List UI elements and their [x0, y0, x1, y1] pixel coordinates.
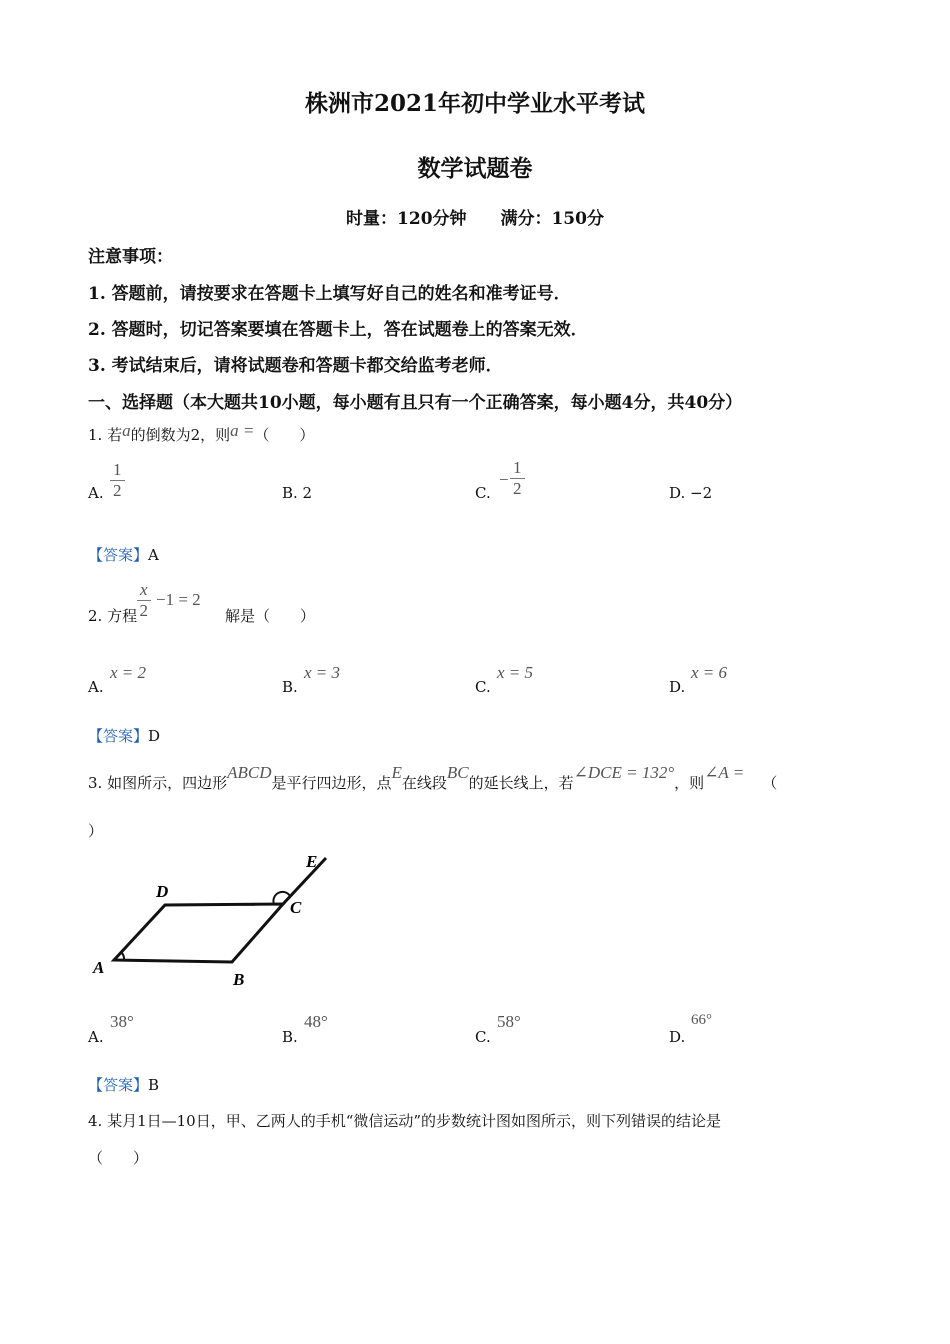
q2-answer: 【答案】D	[88, 727, 161, 745]
question-2-stem-end: 解是（ ）	[225, 607, 316, 625]
q3-option-c: C.	[475, 1028, 491, 1046]
question-4-paren: （ ）	[88, 1149, 149, 1167]
question-3-stem: 3. 如图所示，四边形ABCD是平行四边形，点E在线段BC的延长线上，若∠DCE = 132°，则∠A =（	[88, 763, 778, 792]
exam-meta	[0, 204, 950, 229]
q1-option-c-sign: −	[499, 470, 509, 489]
time-limit: 时量：120分钟	[346, 209, 467, 229]
q2-equation-rest: −1 = 2	[156, 590, 201, 609]
parallelogram-figure	[88, 845, 348, 995]
question-4-stem: 4. 某月1日—10日，甲、乙两人的手机“微信运动”的步数统计图如图所示，则下列错误的结论是	[88, 1112, 722, 1130]
q3-option-b-value: 48°	[304, 1012, 328, 1031]
question-1-stem: 1. 若a的倒数为2，则a =（ ）	[88, 421, 315, 444]
q1-option-c: C.	[475, 484, 491, 502]
q1-option-b: B. 2	[282, 484, 313, 502]
q2-option-c-value: x = 5	[497, 663, 534, 682]
q3-option-b: B.	[282, 1028, 298, 1046]
notes-heading: 注意事项：	[88, 247, 173, 267]
q1-option-c-fraction: $\frac{1}{2}$	[510, 458, 525, 499]
q2-equation-fraction: $\frac{x}{2}$	[137, 580, 151, 621]
exam-title: 株洲市2021年初中学业水平考试	[304, 90, 645, 117]
q2-option-d-value: x = 6	[691, 663, 728, 682]
q2-option-b: B.	[282, 678, 298, 696]
q3-answer: 【答案】B	[88, 1076, 160, 1094]
question-2-stem-start: 2. 方程	[88, 607, 138, 625]
q2-option-a: A.	[88, 678, 104, 696]
q1-option-a-fraction: $\frac{1}{2}$	[110, 460, 125, 501]
q2-option-c: C.	[475, 678, 491, 696]
vertex-label-e: E	[306, 852, 318, 871]
note-item: 2. 答题时，切记答案要填在答题卡上，答在试题卷上的答案无效．	[88, 320, 588, 340]
q3-option-a: A.	[88, 1028, 104, 1046]
vertex-label-b: B	[233, 970, 245, 989]
note-item: 3. 考试结束后，请将试题卷和答题卡都交给监考老师．	[88, 356, 503, 376]
section-heading: 一、选择题（本大题共10小题，每小题有且只有一个正确答案，每小题4分，共40分）	[88, 393, 743, 413]
q1-option-d: D. −2	[669, 484, 713, 502]
q2-option-d: D.	[669, 678, 686, 696]
vertex-label-d: D	[156, 882, 169, 901]
q3-option-d: D.	[669, 1028, 686, 1046]
parallelogram-abcd	[114, 904, 283, 962]
note-item: 1. 答题前，请按要求在答题卡上填写好自己的姓名和准考证号．	[88, 284, 571, 304]
exam-subtitle: 数学试题卷	[417, 155, 533, 182]
q1-option-a: A.	[88, 484, 104, 502]
question-3-stem-close: ）	[88, 822, 104, 840]
q3-option-d-value: 66°	[691, 1012, 712, 1028]
vertex-label-c: C	[290, 898, 302, 917]
q3-option-c-value: 58°	[497, 1012, 521, 1031]
full-score: 满分：150分	[500, 209, 604, 229]
q2-option-b-value: x = 3	[304, 663, 341, 682]
q2-option-a-value: x = 2	[110, 663, 147, 682]
vertex-label-a: A	[93, 958, 105, 977]
q1-answer: 【答案】A	[88, 546, 159, 564]
q3-option-a-value: 38°	[110, 1012, 134, 1031]
